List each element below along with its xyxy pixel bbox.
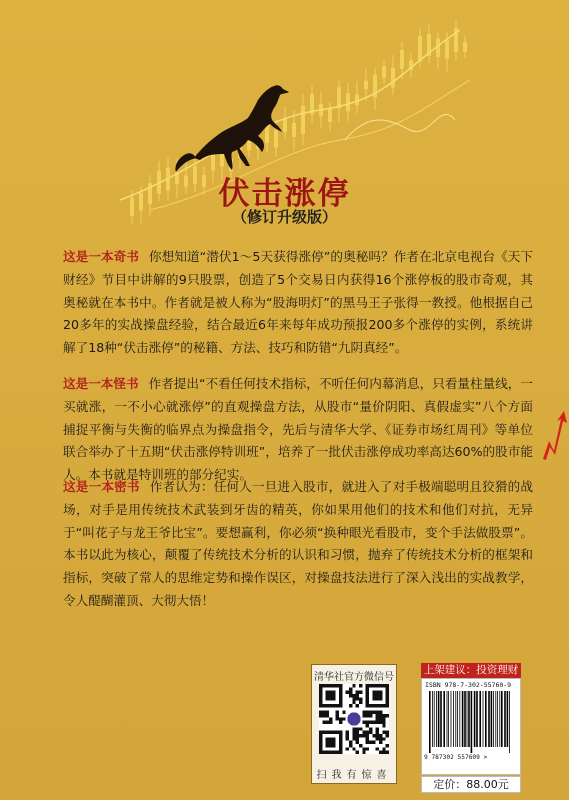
wechat-qr-panel [311,664,397,784]
candle-body [463,42,467,52]
candle-body [346,93,350,111]
candle-body [301,106,305,134]
paragraph-lead: 这是一本怪书 [63,376,139,391]
barcode-area [421,678,521,775]
paragraph-lead: 这是一本奇书 [63,249,140,264]
candle-body [283,118,287,132]
candle-body [364,81,368,90]
qr-caption: 清华社官方微信号 [314,672,394,683]
candle-body [337,87,341,108]
candle-body [292,123,296,137]
paragraph-lead: 这是一本密书 [63,479,140,494]
candle-body [418,36,422,61]
intro-paragraph [63,373,533,487]
shelf-category: 上架建议：投资理财 [421,663,521,678]
paragraph-text: 你想知道“潜伏1～5天获得涨停”的奥秘吗？作者在北京电视台《天下财经》节目中讲解的9只股票，创造了5个交易日内获得16个涨停板的股市奇观，其奥秘就在本书中。作者就是被人称为“股海明灯”的黑马王子张得一教授。他根据自己20多年的实战操盘经验，结合最近6年来每年成功预报200多个涨停的实例，系统讲解了18种“伏击涨停”的秘籍、方法、技巧和防错“九阴真经”。 [63,249,534,356]
candle-body [274,130,278,148]
publisher-logo-icon [347,712,360,725]
barcode-panel [421,663,521,775]
barcode-icon [427,691,515,753]
price-label: 定价：88.00元 [421,776,521,793]
candle-body [328,108,332,122]
qr-footer-text: 扫我有惊喜 [316,770,392,781]
book-subtitle: （修订升级版） [231,208,337,226]
candle-body [445,40,449,58]
candle-body [391,68,395,88]
book-title: 伏击涨停 [218,176,351,212]
candle-body [382,66,386,78]
intro-paragraph [63,246,533,360]
qr-code-icon[interactable] [319,684,389,754]
paragraph-text: 作者认为：任何人一旦进入股市，就进入了对手极端聪明且狡猾的战场，对手是用传统技术武装到牙齿的精英，你如果用他们的技术和他们对抗，无异于“叫花子与龙王爷比宝”。要想赢利，你必须“换种眼光看股市，变个手法做股票”。本书以此为核心，颠覆了传统技术分析的认识和习惯，抛弃了传统技术分析的框架和指标，突破了常人的思维定势和操作误区，对操盘技法进行了深入浅出的实战教学，令人醍醐灌顶、大彻大悟！ [63,479,534,608]
paragraph-text: 作者提出“不看任何技术指标，不听任何内幕消息，只看量柱量线，一买就涨，一不小心就涨停”的直观操盘方法，从股市“量价阴阳、真假虚实”八个方面捕捉平衡与失衡的临界点为操盘指令，先后与清华大学、《证券市场红周刊》等单位联合举办了十五期“伏击涨停特训班”，培养了一批伏击涨停成功率高达60%的股市能人。本书就是特训班的部分纪实。 [63,376,533,483]
red-arrow-icon [541,411,569,461]
barcode-number: 9 787302 557609 > [424,754,488,761]
intro-paragraph [63,476,533,613]
isbn-text: ISBN 978-7-302-55760-9 [425,681,512,689]
candle-body [400,50,404,69]
